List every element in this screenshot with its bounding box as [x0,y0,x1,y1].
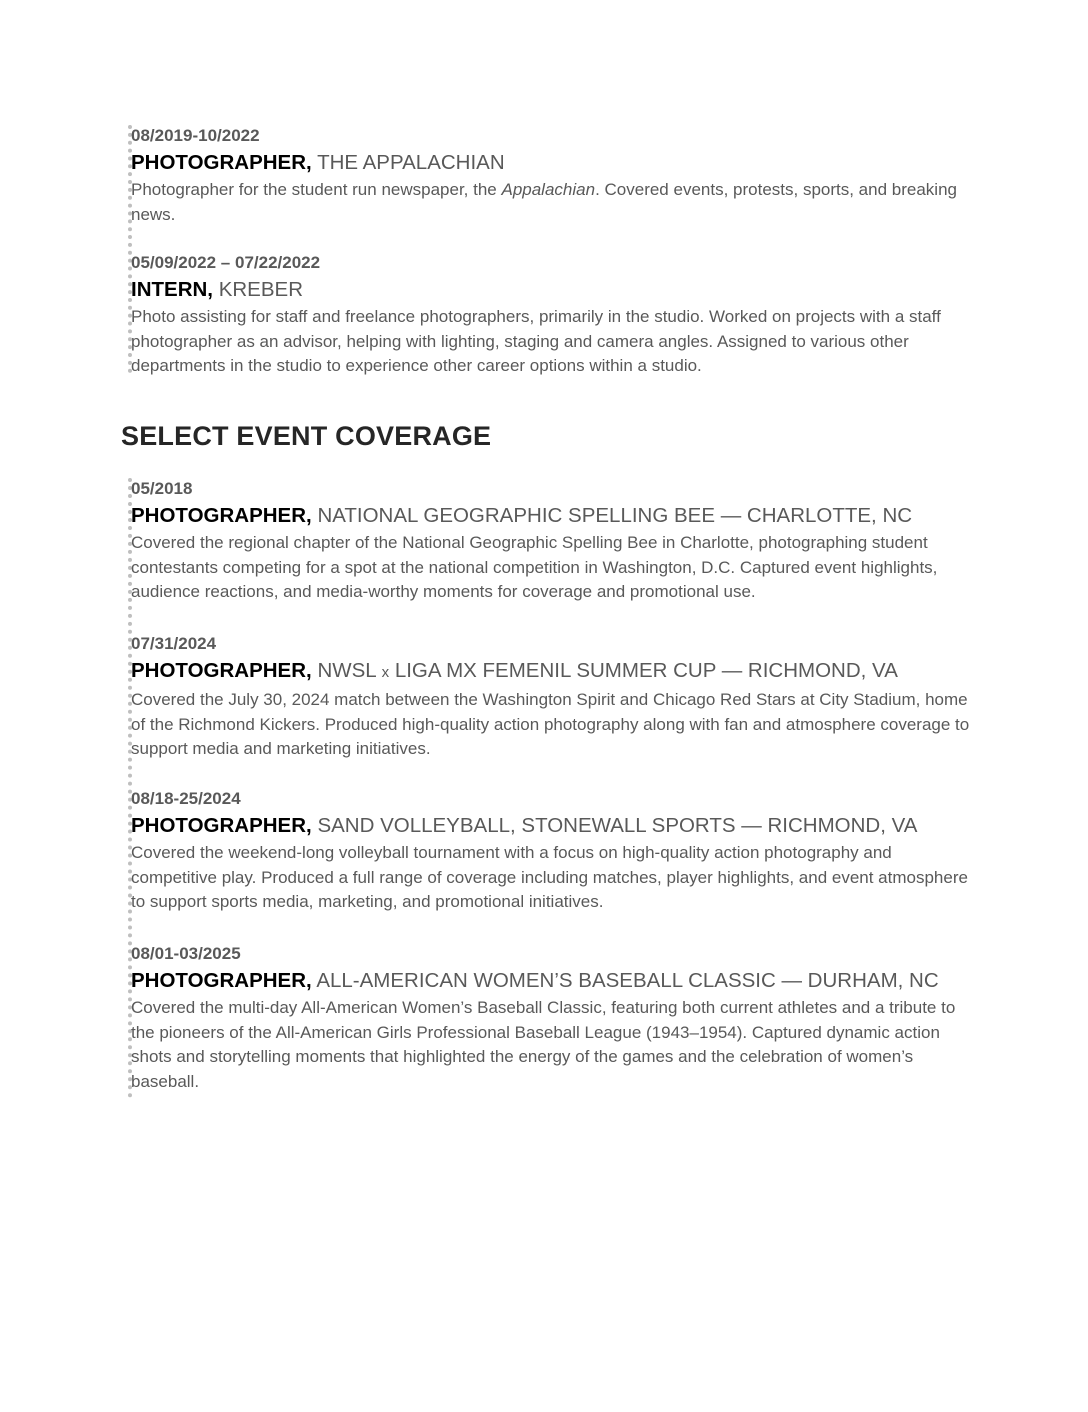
entry-date: 08/01-03/2025 [131,944,241,963]
entry-description: Covered the regional chapter of the National Geographic Spelling Bee in Charlotte, photographing student contestants competing for a spot at the national competition in Washington, D.C. Captured event highlights, audience reactions, and media-worthy moments for coverage and promotional use. [131,533,938,602]
experience-entry [131,252,981,379]
entry-title [131,657,981,686]
entry-description [131,178,981,227]
entry-organization: KREBER [218,278,304,301]
entry-date: 05/09/2022 – 07/22/2022 [131,253,321,272]
entry-title [131,502,981,529]
entry-date: 07/31/2024 [131,634,217,653]
entry-title [131,149,981,176]
entry-title [131,812,981,839]
event-entry [131,478,981,605]
entry-role: PHOTOGRAPHER, [131,504,312,527]
entry-organization: SAND VOLLEYBALL, STONEWALL SPORTS — RICHMOND, VA [317,814,918,837]
event-entry [131,633,981,762]
entry-role: PHOTOGRAPHER, [131,151,312,174]
entry-role: PHOTOGRAPHER, [131,659,312,682]
entry-organization: ALL-AMERICAN WOMEN’S BASEBALL CLASSIC — DURHAM, NC [316,969,939,992]
entry-description: Photo assisting for staff and freelance photographers, primarily in the studio. Worked on projects with a staff photographer as an advisor, helping with lighting, staging and camera angles. Assigned to various other departments in the studio to experience other career options within a studio. [131,307,941,376]
entry-title [131,276,981,303]
entry-description: Covered the multi-day All-American Women’s Baseball Classic, featuring both current athletes and a tribute to the pioneers of the All-American Girls Professional Baseball League (1943–1954). Captured dynamic action shots and storytelling moments that highlighted the energy of the games and the celebration of women’s baseball. [131,998,956,1092]
event-entry [131,788,981,915]
entry-role: PHOTOGRAPHER, [131,814,312,837]
entry-organization: NWSL [317,659,376,682]
entry-organization-separator: x [381,664,390,681]
entry-date: 08/2019-10/2022 [131,126,260,145]
entry-organization: LIGA MX FEMENIL SUMMER CUP — RICHMOND, VA [394,659,898,682]
entry-description: Covered the July 30, 2024 match between the Washington Spirit and Chicago Red Stars at City Stadium, home of the Richmond Kickers. Produced high-quality action photography along with fan and atmosphere coverage to support media and marketing initiatives. [131,690,970,759]
entry-organization: THE APPALACHIAN [317,151,505,174]
entry-description-text: Photographer for the student run newspaper, the [131,180,502,199]
entry-title [131,967,981,994]
entry-date: 05/2018 [131,479,193,498]
entry-organization: NATIONAL GEOGRAPHIC SPELLING BEE — CHARLOTTE, NC [317,504,913,527]
section-heading: SELECT EVENT COVERAGE [121,421,492,451]
entry-date: 08/18-25/2024 [131,789,241,808]
entry-role: PHOTOGRAPHER, [131,969,312,992]
event-entry [131,943,981,1095]
entry-description-text: . Covered events, protests, sports, and breaking news. [131,180,957,224]
entry-description-italic: Appalachian [501,180,596,199]
experience-entry [131,125,981,227]
entry-role: INTERN, [131,278,213,301]
entry-description: Covered the weekend-long volleyball tournament with a focus on high-quality action photography and competitive play. Produced a full range of coverage including matches, player highlights, and event atmosphere to support sports media, marketing, and promotional initiatives. [131,843,968,912]
